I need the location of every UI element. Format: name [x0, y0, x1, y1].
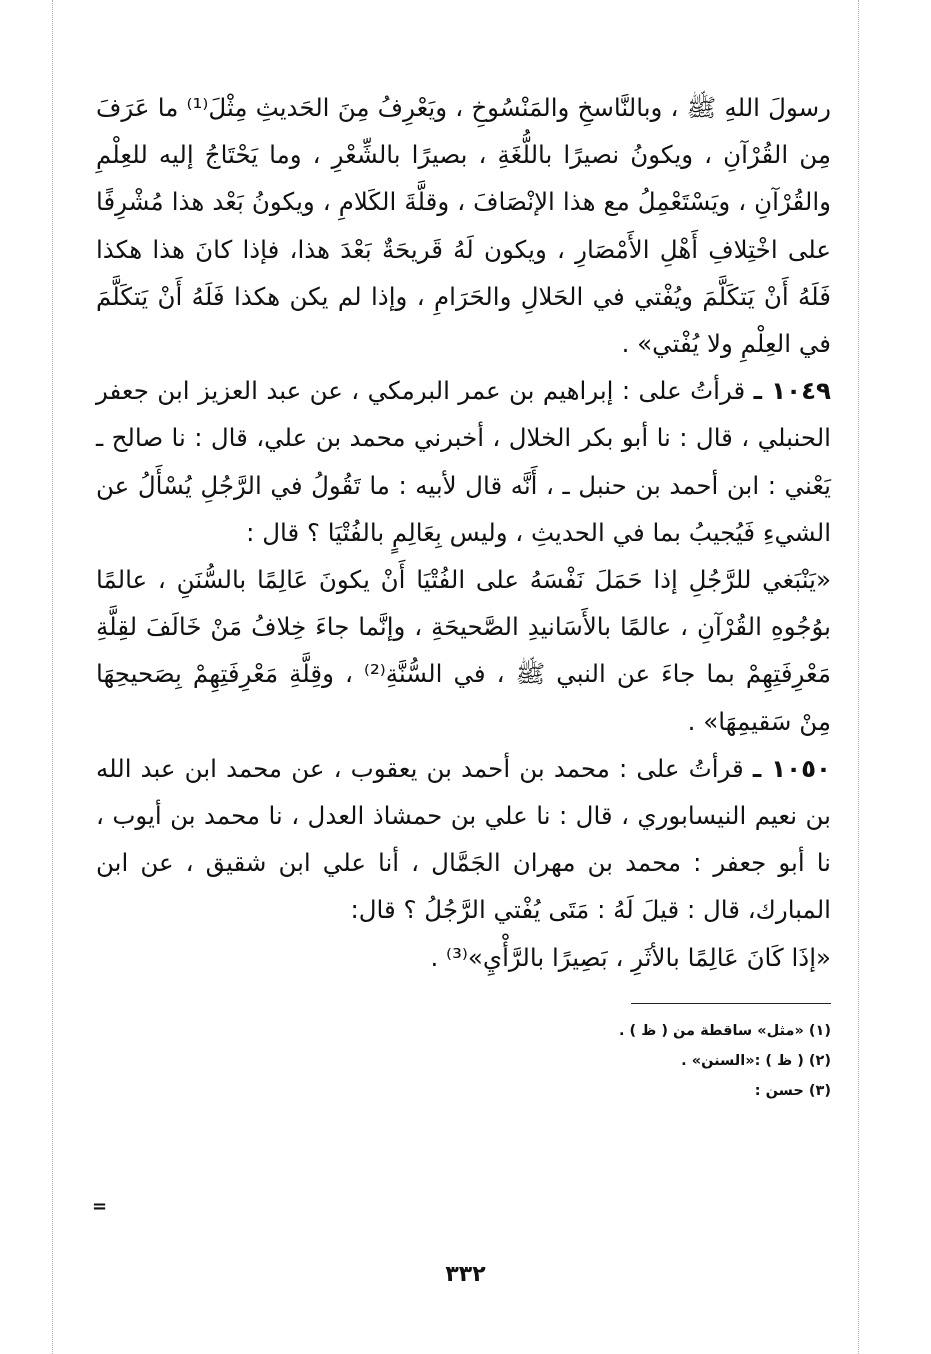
hadith-text-1050: قرأتُ على : محمد بن أحمد بن يعقوب ، عن محمد ابن عبد الله بن نعيم النيسابوري ، قال : نا علي بن حمشاذ العدل ، نا محمد بن أيوب ، نا أبو جعفر : محمد بن مهران الجَمَّال ، أنا علي ابن شقيق ، عن ابن المبارك، قال : قيلَ لَهُ : مَتَى يُفْتي الرَّجُلُ ؟ قال: — [96, 753, 831, 925]
hadith-number-1050: ١٠٥٠ ـ — [752, 753, 831, 783]
paragraph-1049 — [96, 367, 831, 556]
left-margin-dots — [52, 0, 53, 1354]
paragraph-1: رسولَ اللهِ ﷺ ، وبالنَّاسخِ والمَنْسُوخِ ، ويَعْرِفُ مِنَ الحَديثِ مِثْلَ⁽¹⁾ ما عَرَفَ مِن القُرْآنِ ، ويكونُ نصيرًا باللُّغَةِ ، بصيرًا بالشِّعْرِ ، وما يَحْتَاجُ إليه للعِلْمِ والقُرْآنِ ، ويَسْتَعْمِلُ مع هذا الإنْصَافَ ، وقلَّةَ الكَلامِ ، ويكونُ بَعْد هذا مُشْرِفًا على اخْتِلافِ أَهْلِ الأَمْصَارِ ، ويكون لَهُ قَريحَةٌ بَعْدَ هذا، فإذا كانَ هذا هكذا فَلَهُ أَنْ يَتكَلَّمَ ويُفْتي في الحَلالِ والحَرَامِ ، وإذا لم يكن هكذا فَلَهُ أَنْ يَتكَلَّمَ في العِلْمِ ولا يُفْتي» . — [96, 93, 831, 359]
page-number: ٣٣٢ — [445, 1262, 486, 1287]
footnote-1: (١) «مثل» ساقطة من ( ظ ) . — [618, 1022, 831, 1039]
page-body — [96, 84, 831, 1106]
quote-1049: «يَنْبَغي للرَّجُلِ إذا حَمَلَ نَفْسَهُ على الفُتْيَا أَنْ يكونَ عَالِمًا بالسُّنَنِ ، عالمًا بوُجُوهِ القُرْآنِ ، عالمًا بالأَسَانيدِ الصَّحيحَةِ ، وإنَّما جاءَ خِلافُ مَنْ خَالَفَ لقِلَّةِ مَعْرِفَتِهِمْ بما جاءَ عن النبي ﷺ ، في السُّنَّةِ⁽²⁾ ، وقِلَّةِ مَعْرِفَتِهِمْ بِصَحيحِهَا مِنْ سَقيمِهَا» . — [96, 565, 831, 736]
quote-1050: «إذَا كَانَ عَالِمًا بالأثَرِ ، بَصِيرًا بالرَّأْيِ»⁽³⁾ . — [430, 942, 831, 972]
continuation-mark: = — [92, 1196, 108, 1217]
hadith-number-1049: ١٠٤٩ ـ — [753, 376, 831, 406]
footnote-3: (٣) حسن : — [754, 1082, 831, 1099]
footnote-2: (٢) ( ظ ) :«السنن» . — [681, 1052, 831, 1069]
hadith-text-1049: قرأتُ على : إبراهيم بن عمر البرمكي ، عن عبد العزيز ابن جعفر الحنبلي ، قال : نا أبو بكر الخلال ، أخبرني محمد بن علي، قال : نا صالح ـ يَعْني : ابن أحمد بن حنبل ـ ، أَنَّه قال لأبيه : ما تَقُولُ في الرَّجُلِ يُسْأَلُ عن الشيءِ فَيُجيبُ بما في الحديثِ ، وليس بِعَالِمٍ بالفُتْيَا ؟ قال : — [96, 376, 831, 547]
right-margin-dots — [858, 0, 859, 1354]
footnote-separator — [631, 1003, 831, 1004]
paragraph-1050 — [96, 745, 831, 934]
